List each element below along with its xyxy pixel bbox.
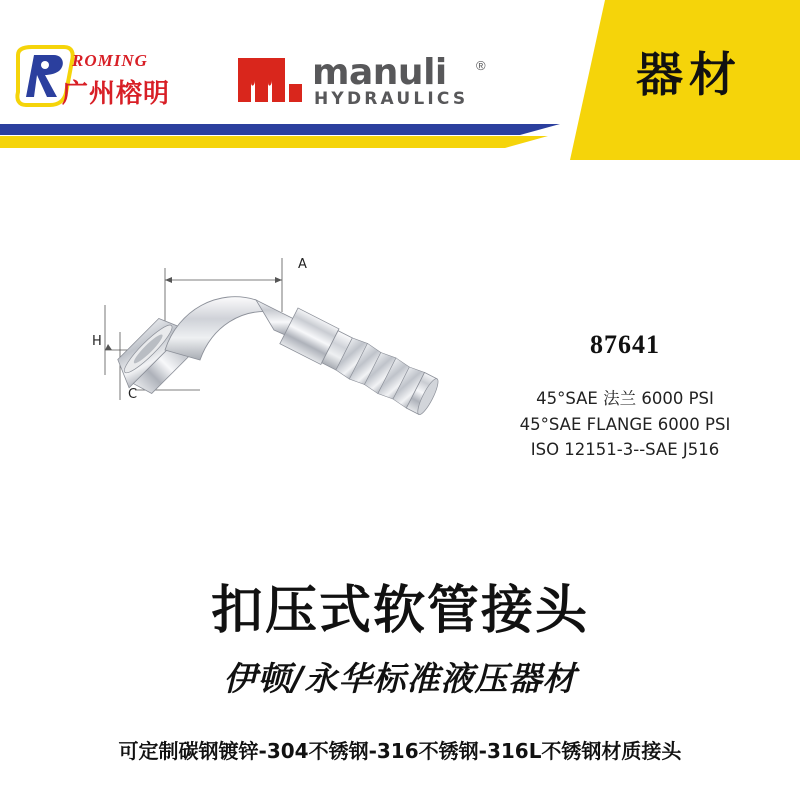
product-footnote: 可定制碳钢镀锌-304不锈钢-316不锈钢-316L不锈钢材质接头 [118,739,682,763]
product-code: 87641 [590,330,660,359]
specs-block [460,330,790,463]
spec-line-3: ISO 12151-3--SAE J516 [530,440,720,460]
product-title: 扣压式软管接头 [210,581,589,641]
spec-line-1: 45°SAE 法兰 6000 PSI [536,389,714,408]
poster-header [0,0,800,160]
spec-line-2: 45°SAE FLANGE 6000 PSI [519,414,731,434]
product-drawing [60,250,460,480]
roming-chinese-name: 广州榕明 [62,79,171,109]
corner-banner-label: 器材 [636,48,742,103]
dimension-label-a: A [298,257,307,272]
manuli-mark-icon [238,58,302,102]
dimension-label-c: C [128,387,138,402]
roming-logo [14,45,224,113]
manuli-wordmark: manuli [312,52,447,93]
manuli-subtitle: HYDRAULICS [314,89,469,109]
header-rule-yellow [0,136,548,148]
product-subtitle: 伊顿/永华标准液压器材 [223,659,577,698]
dimension-label-h: H [92,334,102,349]
product-section [0,250,800,510]
roming-wordmark: ROMING [72,51,148,70]
header-rule-blue [0,124,560,135]
manuli-logo [238,52,518,114]
registered-trademark-icon: ® [476,58,486,73]
